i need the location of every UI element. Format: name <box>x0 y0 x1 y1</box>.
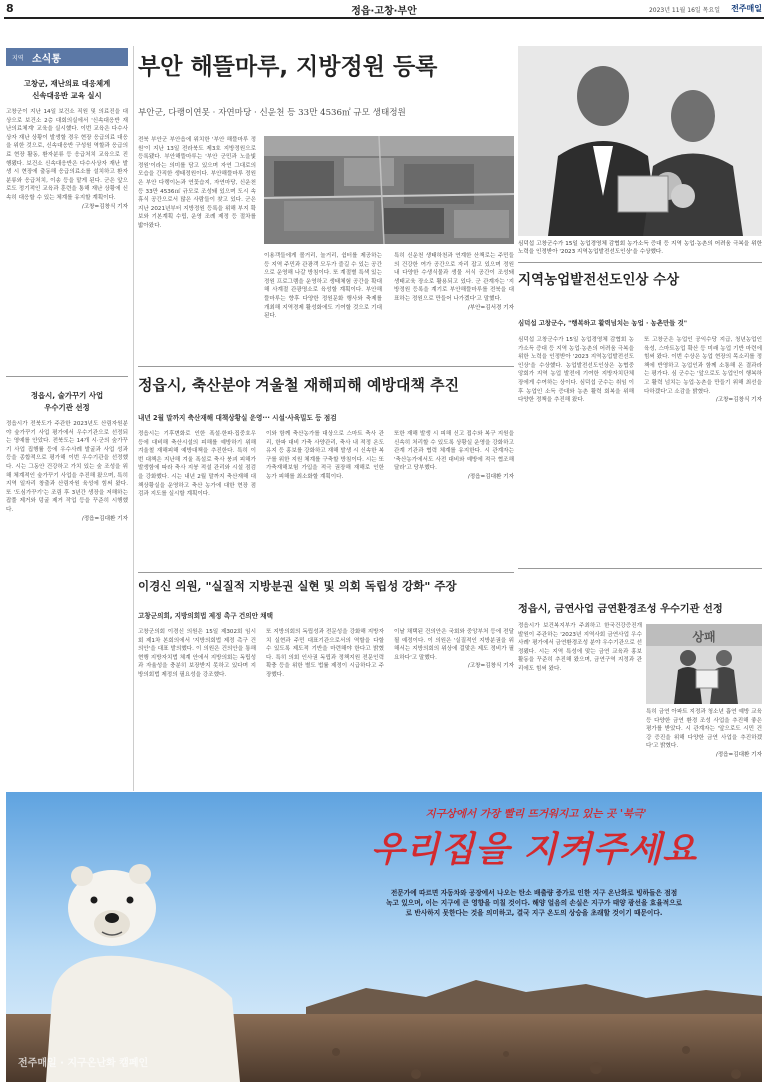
page-header <box>0 0 768 18</box>
byline: /고창=김창식 기자 <box>715 397 762 404</box>
byline: /정읍=김대환 기자 <box>467 473 514 480</box>
sidebar-banner <box>6 48 128 66</box>
article-body: 이날 채택된 건의안은 국회와 중앙부처 등에 전달될 예정이다. 이 의원은 '실질적인 지방분권을 위해서는 지방의회의 위상에 걸맞은 제도 정비가 필요하다'고 말했다. <box>394 629 514 661</box>
byline: /부안=김서경 기자 <box>467 304 514 311</box>
article-body: 또 고창군은 농업인 공익수당 지급, 청년농업인 육성, 스마트농업 확산 등 미래 농업 기반 마련에 힘써 왔다. 이번 수상은 농업 현장의 목소리를 정책에 반영하고 농업인과 함께 소통해 온 결과라는 평가다. 심 군수는 '앞으로도 농업인이 행복하고 활력 넘치는 농업·농촌을 만들기 위해 최선을 다하겠다'고 소감을 밝혔다. <box>644 337 762 395</box>
sidebar-item-body: 고창군이 지난 14일 보건소 직원 및 의료진을 대상으로 보건소 2층 대회의실에서 '신속대응반 재난의료체계' 교육을 실시했다. 이번 교육은 다수사상자 재난 상황이 발생할 경우 현장 응급의료 대응을 위한 것으로, 신속대응반 구성원 역할과 응급의료 현장 활동, 환자분류 등 응급처치 교육으로 진행됐다. 보건소 신속대응반은 다수사상자 재난 발생 시 현장에 출동해 응급의료소를 설치하고 환자분류와 응급처치, 이송 등을 맡게 된다. 군은 앞으로도 정기적인 교육과 훈련을 통해 재난 상황에 신속히 대응할 수 있는 체계를 유지할 계획이다. <box>6 109 128 201</box>
article-body: 이와 함께 축산농가를 대상으로 스마트 축사 관리, 한파 대비 가축 사양관리, 축사 내 적정 온도 유지 등 홍보를 강화하고 재해 발생 시 신속한 복구를 위한 지원 체계를 구축할 방침이다. 시는 또 가축재해보험 가입을 적극 권장해 재해로 인한 농가 피해를 최소화할 계획이다. <box>266 431 384 480</box>
article-body: 정읍시가 보건복지부가 주최하고 한국건강증진개발원이 주관하는 '2023년 지역사회 금연사업 우수사례' 평가에서 금연환경조성 분야 우수기관으로 선정됐다. 시는 지역 특성에 맞는 금연 교육과 홍보 활동을 꾸준히 추진해 왔으며, 금연구역 지정과 관리에도 힘써 왔다. <box>518 623 642 672</box>
page-number: 8 <box>6 2 14 15</box>
headline: 정읍시, 금연사업 금연환경조성 우수기관 선정 <box>518 603 723 615</box>
ad-body <box>306 888 762 918</box>
sidebar-separator <box>133 46 134 791</box>
article-divider <box>518 568 762 569</box>
article-body: 이용객들에게 볼거리, 놀거리, 쉼터를 제공하는 등 지역 주민과 관광객 모두가 즐길 수 있는 공간으로 운영해 나갈 방침이다. 또 계절별 특색 있는 정원 프로그램을 운영하고 생태체험 공간을 확대해 사계절 관광명소로 육성할 계획이다. 부안해뜰마루는 향후 다양한 정원문화 행사와 축제를 개최해 지역경제 활성화에도 기여할 것으로 기대된다. <box>264 253 382 320</box>
headline: 지역농업발전선도인상 수상 <box>518 272 680 288</box>
sidebar-title: 소식통 <box>32 54 61 65</box>
sidebar-item-title: 신속대응반 교육 실시 <box>32 91 102 100</box>
article-council <box>138 576 514 790</box>
ad-footer: 전주매일 · 지구온난화 캠페인 <box>18 1058 149 1069</box>
sidebar-item-1 <box>6 78 128 378</box>
sidebar-item-title: 정읍시, 술가꾸기 사업 <box>30 391 104 400</box>
byline: /고창=김창식 기자 <box>81 203 128 210</box>
headline: 정읍시, 축산분야 겨울철 재해피해 예방대책 추진 <box>138 376 460 394</box>
subhead: 고창군의회, 지방의회법 제정 촉구 건의안 채택 <box>138 612 274 620</box>
photo-banner-text: 상패 <box>692 630 716 644</box>
sidebar-item-body: 정읍시가 전북도가 주관한 2023년도 산림자원분야 숲가꾸기 사업 평가에서 우수기관으로 선정되는 영예를 안았다. 전북도는 14개 시·군의 숲가꾸기 사업 집행률 등에 우수사례 발굴과 사업 성과 등을 종합적으로 평가해 이번 우수기관을 선정했다. 시는 그동안 건강하고 가치 있는 숲 조성을 위해 체계적인 숲가꾸기 사업을 추진해 왔으며, 특히 지역 일자리 창출과 산림자원 육성에 힘써 왔다. 또 '도심가꾸기'는 조림 후 3년간 생장을 저해하는 잡풀 제거와 덩굴 제거 작업 등을 꾸준히 시행했다. <box>6 421 128 513</box>
article-body: 특히 금연 아파트 지정과 청소년 흡연 예방 교육 등 다양한 금연 환경 조성 사업을 추진해 좋은 평가를 받았다. 시 관계자는 '앞으로도 시민 건강 증진을 위해 다양한 금연 사업을 추진하겠다'고 밝혔다. <box>646 709 762 750</box>
subhead: 내년 2월 말까지 축산재해 대책상황실 운영··· 시설·사육밀도 등 점검 <box>138 414 337 422</box>
article-body: 또한 재해 발생 시 피해 신고 접수와 복구 지원을 신속히 처리할 수 있도록 상황실 운영을 강화하고 관계 기관과 협력 체계를 유지한다. 시 관계자는 '축산농가에서도 사전 대비와 예방에 적극 협조해 달라'고 당부했다. <box>394 431 514 472</box>
article-award <box>518 266 762 566</box>
sidebar <box>6 48 128 788</box>
article-nosmoking <box>518 572 762 790</box>
article-divider <box>518 262 762 263</box>
sidebar-divider <box>6 376 128 377</box>
sidebar-item-title: 고창군, 재난의료 대응체계 <box>23 79 111 88</box>
issue-date: 2023년 11월 16일 목요일 <box>648 7 720 14</box>
paper-name: 전주매일 <box>731 4 762 13</box>
subhead: 심덕섭 고창군수, "행복하고 활력넘치는 농업 · 농촌만들 것" <box>518 319 688 327</box>
photo-caption: 심덕섭 고창군수가 15일 농업경영체 감협회 농가소득 증대 등 지역 농업·농촌의 어려움 극복을 위한 노력을 인정받아 '2023 지역농업발전선도인상'을 수상했다. <box>518 241 762 255</box>
ad-body-line: 로 반사하지 못한다는 것을 의미하고, 결국 지구 온도의 상승을 초래할 것이기 때문이다. <box>405 909 663 917</box>
byline: /정읍=김대환 기자 <box>715 751 762 758</box>
byline: /정읍=김대환 기자 <box>81 515 128 522</box>
article-divider <box>138 572 514 573</box>
award-photo <box>518 46 762 236</box>
ad-main-title: 우리집을 지켜주세요 <box>370 830 698 870</box>
sidebar-item-title: 우수기관 선정 <box>44 403 90 412</box>
ad-body-line: 전문가에 따르면 자동차와 공장에서 나오는 탄소 배출량 증가로 인한 지구 온난화로 빙하들은 점점 <box>390 889 678 897</box>
article-garden <box>138 46 514 366</box>
garden-aerial-photo <box>264 136 514 244</box>
header-rule <box>4 17 764 19</box>
ceremony-photo <box>646 624 762 704</box>
article-body: 고창군의회 이경신 의원은 15일 제302회 임시회 제1차 본회의에서 '지방의회법 제정 촉구 건의안'을 대표 발의했다. 이 의원은 건의안을 통해 현행 지방자치법 체계 안에서 지방의회는 독립성과 자율성을 충분히 보장받지 못하고 있다며 지방의회법 제정의 필요성을 강조했다. <box>138 629 256 678</box>
headline: 부안 해뜰마루, 지방정원 등록 <box>138 54 438 80</box>
article-body: 전북 부안군 부안읍에 위치한 '부안 해뜰마루 정원'이 지난 13일 전라북도 제3호 지방정원으로 등록됐다. 부안해뜰마루는 '부안 군민과 노을빛 정원'이라는 의미를 담고 있으며 자연 그대로의 모습을 간직한 생태정원이다. 부안해뜰마루 정원은 부안 다랭이논과 연꽃습지, 자연마당, 신운천 등 33만 4536㎡ 규모로 조성돼 있으며 도시 속 휴식 공간으로서 많은 사람들이 찾고 있다. 군은 지난 2021년부터 지방정원 등록을 위해 부지 확보와 기본계획 수립, 운영 조례 제정 등 절차를 밟아왔다. <box>138 137 256 229</box>
arctic-advertisement <box>6 792 762 1082</box>
article-body: 정읍시는 기후변화로 인한 폭설·한파·집중호우 등에 대비해 축산시설의 피해를 예방하기 위해 겨울철 재해피해 예방대책을 추진한다. 특히 이번 대책은 지난해 겨울 폭설로 축사 붕괴 피해가 발생함에 따라 축사 지붕 적설 관리와 시설 점검을 강화했다. 시는 내년 2월 말까지 축산재해 대책상황실을 운영하고 축산 농가에 대한 현장 점검과 지도를 실시할 계획이다. <box>138 431 256 498</box>
article-livestock <box>138 372 514 572</box>
sidebar-item-2 <box>6 390 128 790</box>
section-title: 정읍·고창·부안 <box>351 6 417 17</box>
article-body: 특히 신운천 생태하천과 연계한 산책로는 주민들의 건강한 여가 공간으로 자리 잡고 있으며 정원 내 다양한 수생식물과 생물 서식 공간이 조성돼 생태교육 장소로 활용되고 있다. 군 관계자는 '지방정원 등록을 계기로 부안해뜰마루를 전북을 대표하는 정원으로 만들어 나가겠다'고 말했다. <box>394 253 514 302</box>
sidebar-region-label: 지역 <box>12 55 24 62</box>
article-body: 심덕섭 고창군수가 15일 농업경영체 감협회 농가소득 증대 등 지역 농업·농촌의 어려움 극복을 위한 노력을 인정받아 '2023 지역농업발전선도인상'을 수상했다. 농업발전선도인상은 농협중앙회가 지역 농업 발전에 기여한 지방자치단체장에게 수여하는 상이다. 심덕섭 군수는 취임 이후 농업인 소득 증대와 농촌 활력 회복을 위해 다양한 정책을 추진해 왔다. <box>518 337 634 404</box>
byline: /고창=김창식 기자 <box>467 663 514 670</box>
ad-body-line: 녹고 있으며, 이는 지구에 큰 영향을 미칠 것이다. 해양 얼음의 손실은 지구가 태양 광선을 효율적으로 <box>385 899 683 907</box>
subhead: 부안군, 다랭이연못 · 자연마당 · 신운천 등 33만 4536㎡ 규모 생태정원 <box>138 108 406 118</box>
ad-tagline: 지구상에서 가장 빨리 뜨거워지고 있는 곳 '북극' <box>425 808 647 820</box>
article-divider <box>138 366 514 367</box>
article-body: 또 지방의회의 독립성과 전문성을 강화해 지방자치 실현과 주민 대표기관으로서의 역할을 다할 수 있도록 제도적 기반을 마련해야 한다고 밝혔다. 특히 의회 인사권 독립과 정책지원 전문인력 확충 등을 위한 별도 법률 제정이 시급하다고 주장했다. <box>266 629 384 678</box>
headline: 이경신 의원, "실질적 지방분권 실현 및 의회 독립성 강화" 주장 <box>138 579 457 593</box>
